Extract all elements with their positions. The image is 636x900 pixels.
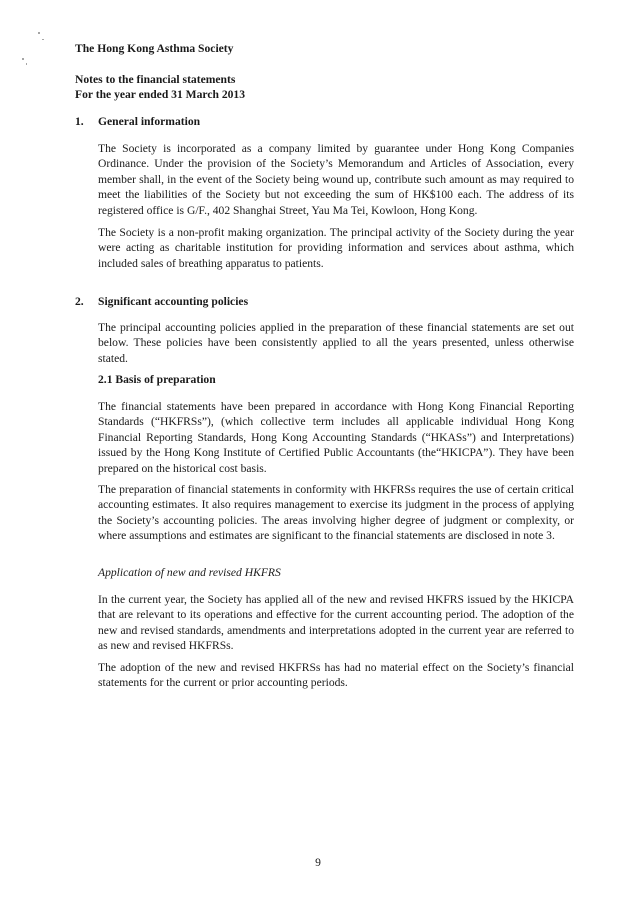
- paragraph: The Society is incorporated as a company limited by guarantee under Hong Kong Companies Ordinance. Under the provision of the Society’s Memorandum and Articles of Association, every member shall, in the event of the Society being wound up, contribute such amount as may required to meet the liabilities of the Society but not exceeding the sum of HK$100 each. The address of its registered office is G/F., 402 Shanghai Street, Yau Ma Tei, Kowloon, Hong Kong.: [98, 142, 574, 217]
- section-number: 2.: [75, 295, 84, 308]
- notes-title: Notes to the financial statements: [75, 73, 236, 86]
- section-title: General information: [98, 115, 201, 128]
- italic-heading: Application of new and revised HKFRS: [98, 566, 281, 579]
- section-title: Significant accounting policies: [98, 295, 249, 308]
- paragraph: The principal accounting policies applied in the preparation of these financial statements are set out below. These policies have been consistently applied to all the years presented, unless otherwise stated.: [98, 321, 574, 365]
- section-number: 1.: [75, 115, 84, 128]
- page-number: 9: [315, 856, 321, 869]
- scan-speck: [42, 39, 44, 40]
- paragraph: The Society is a non-profit making organization. The principal activity of the Society during the year were acting as charitable institution for providing information and services about asthma, which included sales of breathing apparatus to patients.: [98, 226, 574, 270]
- paragraph: In the current year, the Society has applied all of the new and revised HKFRS issued by the HKICPA that are relevant to its operations and effective for the current accounting period. The adoption of the new and revised standards, amendments and interpretations adopted in the current year are referred to as new and revised HKFRSs.: [98, 593, 574, 653]
- organization-name: The Hong Kong Asthma Society: [75, 42, 234, 55]
- paragraph: The preparation of financial statements in conformity with HKFRSs requires the use of certain critical accounting estimates. It also requires management to exercise its judgment in the process of applying the Society’s accounting policies. The areas involving higher degree of judgment or complexity, or where assumptions and estimates are significant to the financial statements are disclosed in note 3.: [98, 483, 574, 543]
- paragraph: The financial statements have been prepared in accordance with Hong Kong Financial Reporting Standards (“HKFRSs”), (which collective term includes all applicable individual Hong Kong Financial Reporting Standards, Hong Kong Accounting Standards (“HKASs”) and Interpretations) issued by the Hong Kong Institute of Certified Public Accountants (the“HKICPA”). They have been prepared on the historical cost basis.: [98, 400, 574, 475]
- scan-speck: [22, 58, 24, 60]
- subsection-title: 2.1 Basis of preparation: [98, 373, 216, 386]
- period-title: For the year ended 31 March 2013: [75, 88, 246, 101]
- paragraph: The adoption of the new and revised HKFRSs has had no material effect on the Society’s financial statements for the current or prior accounting periods.: [98, 661, 574, 690]
- scan-speck: [38, 32, 40, 34]
- scan-speck: [26, 63, 27, 65]
